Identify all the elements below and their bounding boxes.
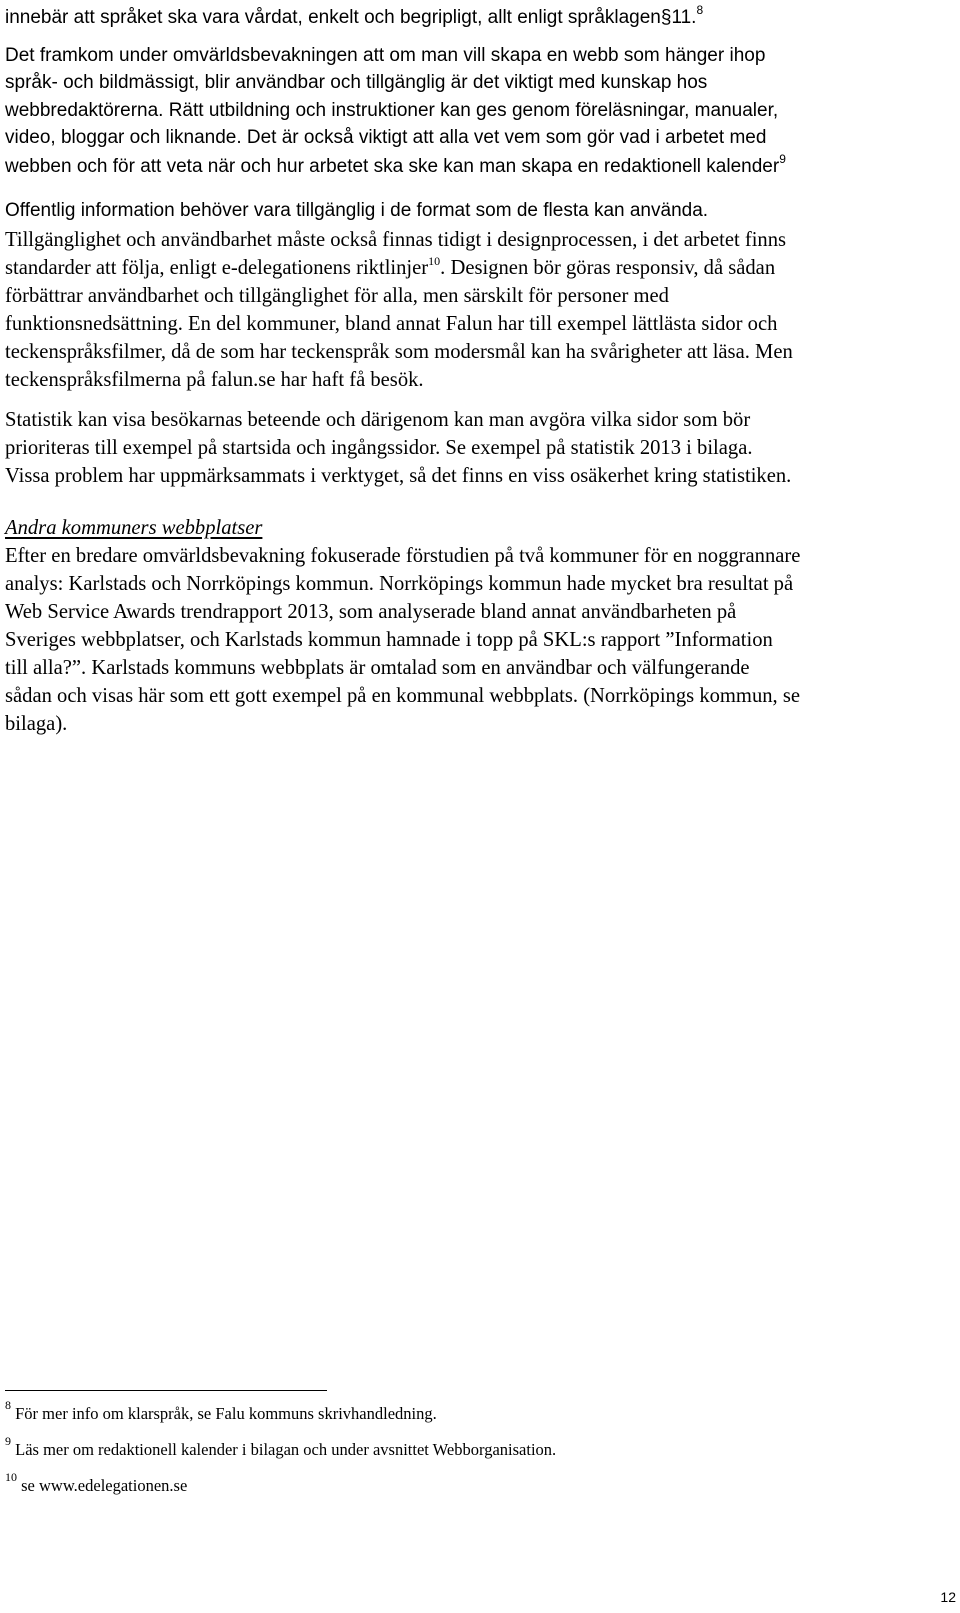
paragraph-line: språk- och bildmässigt, blir användbar och tillgänglig är det viktigt med kunskap hos xyxy=(5,72,708,93)
paragraph-line: Vissa problem har uppmärksammats i verktyget, så det finns en viss osäkerhet kring statistiken. xyxy=(5,465,792,487)
footnote-reference: 9 xyxy=(779,152,786,166)
paragraph-line: Offentlig information behöver vara tillgänglig i de format som de flesta kan använda. xyxy=(5,200,709,221)
paragraph-line: Statistik kan visa besökarnas beteende och därigenom kan man avgöra vilka sidor som bör xyxy=(5,409,751,431)
text-run: . Designen bör göras responsiv, då sådan xyxy=(440,257,776,279)
page-number: 12 xyxy=(940,1589,956,1605)
paragraph-line: Sveriges webbplatser, och Karlstads kommun hamnade i topp på SKL:s rapport ”Information xyxy=(5,629,773,651)
paragraph-line: Tillgänglighet och användbarhet måste också finnas tidigt i designprocessen, i det arbetet finns xyxy=(5,229,787,251)
paragraph-line: bilaga). xyxy=(5,713,68,735)
paragraph-line: till alla?”. Karlstads kommuns webbplats är omtalad som en användbar och välfungerande xyxy=(5,657,750,679)
text-run: webben och för att veta när och hur arbetet ska ske kan man skapa en redaktionell kalender xyxy=(5,156,780,177)
paragraph-line: teckenspråksfilmerna på falun.se har haft få besök. xyxy=(5,369,424,391)
paragraph-line xyxy=(5,254,775,282)
footnote-number: 10 xyxy=(5,1470,17,1484)
footnote xyxy=(5,1434,557,1462)
footnote-text: För mer info om klarspråk, se Falu kommuns skrivhandledning. xyxy=(15,1404,437,1423)
paragraph-line: prioriteras till exempel på startsida och ingångssidor. Se exempel på statistik 2013 i bilaga. xyxy=(5,437,753,459)
footnote xyxy=(5,1398,437,1426)
footnote xyxy=(5,1470,188,1498)
footnote-number: 8 xyxy=(5,1398,11,1412)
text-run: innebär att språket ska vara vårdat, enkelt och begripligt, allt enligt språklagen§11. xyxy=(5,7,697,28)
footnote-text: se www.edelegationen.se xyxy=(21,1476,188,1495)
footnote-separator xyxy=(5,1390,327,1391)
footnote-reference: 8 xyxy=(696,3,704,17)
section-heading: Andra kommuners webbplatser xyxy=(5,517,263,539)
paragraph-line: funktionsnedsättning. En del kommuner, bland annat Falun har till exempel lättlästa sidor och xyxy=(5,313,778,335)
footnote-text: Läs mer om redaktionell kalender i bilagan och under avsnittet Webborganisation. xyxy=(15,1440,557,1459)
footnote-number: 9 xyxy=(5,1434,11,1448)
paragraph-line: video, bloggar och liknande. Det är också viktigt att alla vet vem som gör vad i arbetet med xyxy=(5,127,767,148)
footnote-reference: 10 xyxy=(428,254,441,268)
paragraph-line xyxy=(5,4,703,32)
paragraph-line: förbättrar användbarhet och tillgänglighet för alla, men särskilt för personer med xyxy=(5,285,669,307)
paragraph-line: analys: Karlstads och Norrköpings kommun. Norrköpings kommun hade mycket bra resultat på xyxy=(5,573,794,595)
paragraph-line: webbredaktörerna. Rätt utbildning och instruktioner kan ges genom föreläsningar, manualer, xyxy=(5,100,779,121)
paragraph-line: Web Service Awards trendrapport 2013, som analyserade bland annat användbarheten på xyxy=(5,601,737,623)
paragraph-line: sådan och visas här som ett gott exempel på en kommunal webbplats. (Norrköpings kommun, se xyxy=(5,685,800,707)
paragraph-line: Det framkom under omvärldsbevakningen att om man vill skapa en webb som hänger ihop xyxy=(5,45,766,66)
paragraph-line: teckenspråksfilmer, då de som har teckenspråk som modersmål kan ha svårigheter att läsa. Men xyxy=(5,341,793,363)
paragraph-line xyxy=(5,153,786,181)
text-run: standarder att följa, enligt e-delegationens riktlinjer xyxy=(5,257,429,279)
paragraph-line: Efter en bredare omvärldsbevakning fokuserade förstudien på två kommuner för en noggrannare xyxy=(5,545,801,567)
